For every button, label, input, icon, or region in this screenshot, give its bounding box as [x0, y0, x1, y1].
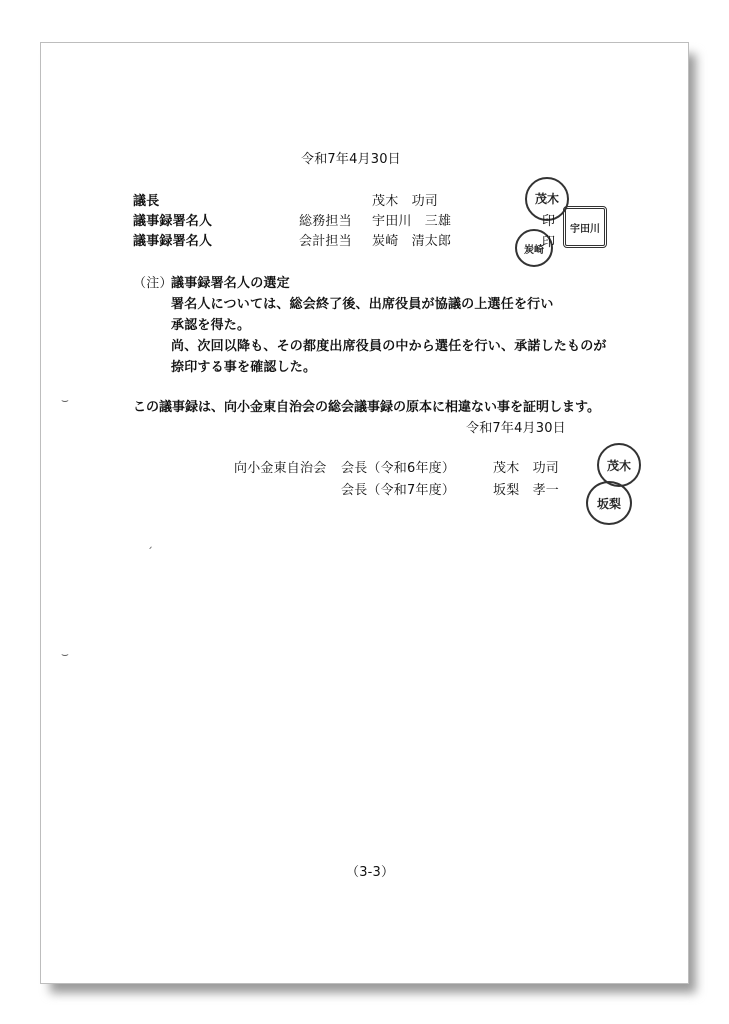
dept-signer-1: 総務担当: [299, 214, 352, 229]
note-line-3: 尚、次回以降も、その都度出席役員の中から選任を行い、承諾したものが: [171, 339, 607, 354]
role-signer-2: 議事録署名人: [133, 234, 213, 249]
note-label: （注）: [133, 276, 173, 291]
document-page: [40, 42, 689, 984]
note-line-4: 捺印する事を確認した。: [171, 360, 317, 375]
officer-name-1: 茂木 功司: [493, 461, 560, 476]
note-line-2: 承認を得た。: [171, 318, 251, 333]
dept-signer-2: 会計担当: [299, 234, 352, 249]
officer-title-2: 会長（令和7年度）: [341, 483, 456, 498]
stamp-mark-1: 印: [542, 214, 556, 229]
note-title: 議事録署名人の選定: [171, 276, 290, 291]
name-chairman: 茂木 功司: [372, 194, 439, 209]
seal-president-6-image: 茂木: [597, 443, 641, 487]
seal-chairman-image: 茂木: [525, 177, 569, 221]
scan-mark: ⌣: [61, 393, 69, 407]
header-date: 令和7年4月30日: [301, 152, 401, 167]
association-name: 向小金東自治会: [234, 461, 327, 476]
officer-title-1: 会長（令和6年度）: [341, 461, 456, 476]
certification-date: 令和7年4月30日: [466, 421, 566, 436]
role-chairman: 議長: [133, 194, 160, 209]
scan-mark: ⌣: [61, 647, 69, 661]
certification-statement: この議事録は、向小金東自治会の総会議事録の原本に相違ない事を証明します。: [133, 400, 600, 415]
officer-name-2: 坂梨 孝一: [493, 483, 560, 498]
name-signer-1: 宇田川 三雄: [372, 214, 452, 229]
seal-president-7-image: 坂梨: [586, 481, 632, 525]
scan-mark: ˏ: [147, 535, 153, 549]
seal-signer-2-image: 炭崎: [515, 229, 553, 267]
name-signer-2: 炭崎 清太郎: [372, 234, 452, 249]
note-line-1: 署名人については、総会終了後、出席役員が協議の上選任を行い: [171, 297, 554, 312]
seal-signer-1-image: 宇田川: [563, 206, 607, 248]
page-number: （3-3）: [346, 865, 395, 880]
role-signer-1: 議事録署名人: [133, 214, 213, 229]
stamp-mark-2: 印: [542, 235, 556, 250]
